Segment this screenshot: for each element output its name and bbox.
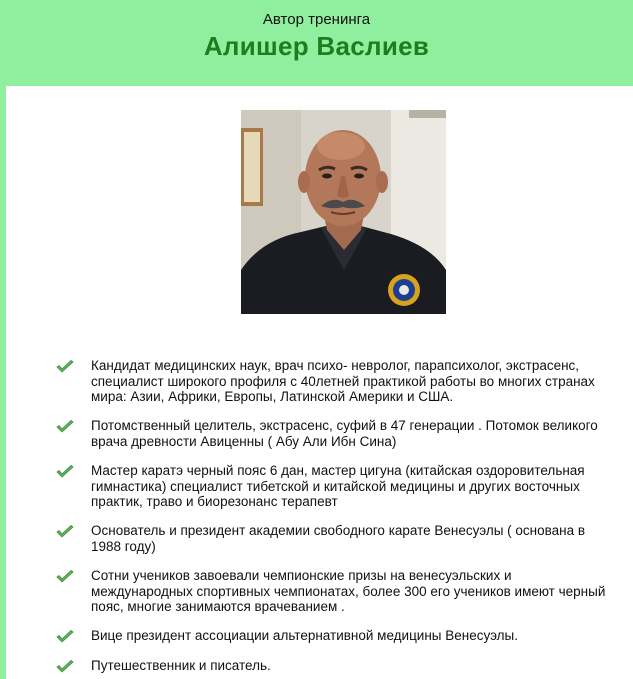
checkmark-icon (56, 465, 74, 479)
checkmark-icon (56, 570, 74, 584)
bio-item-text: Мастер каратэ черный пояс 6 дан, мастер цигуна (китайская оздоровительная гимнастика) специалист тибетской и китайской медицины и других восточных практик, траво и биорезонанс терапевт (91, 463, 585, 509)
author-portrait-image (241, 110, 446, 314)
checkmark-icon (56, 420, 74, 434)
bio-item-text: Потомственный целитель, экстрасенс, суфий в 47 генерации . Потомок великого врача древности Авиценны ( Абу Али Ибн Сина) (91, 418, 598, 449)
content-panel (6, 86, 633, 679)
bio-item-text: Путешественник и писатель. (91, 658, 271, 673)
author-photo (241, 110, 446, 314)
bio-item-text: Кандидат медицинских наук, врач психо- невролог, парапсихолог, экстрасенс, специалист широкого профиля с 40летней практикой работы во многих странах мира: Азии, Африки, Европы, Латинской Америки и США. (91, 358, 595, 404)
checkmark-icon (56, 660, 74, 674)
author-name: Алишер Васлиев (203, 31, 430, 61)
checkmark-icon (56, 360, 74, 374)
author-caption: Автор тренинга (262, 11, 371, 28)
checkmark-icon (56, 525, 74, 539)
bio-item-text: Основатель и президент академии свободного карате Венесуэлы ( основана в 1988 году) (91, 523, 586, 554)
bio-item-text: Сотни учеников завоевали чемпионские призы на венесуэльских и международных спортивных чемпионатах, более 300 его учеников имеют черный пояс, многие занимаются врачеванием . (91, 568, 606, 614)
bio-item-text: Вице президент ассоциации альтернативной медицины Венесуэлы. (91, 628, 519, 643)
header-banner (0, 0, 633, 86)
checkmark-icon (56, 630, 74, 644)
